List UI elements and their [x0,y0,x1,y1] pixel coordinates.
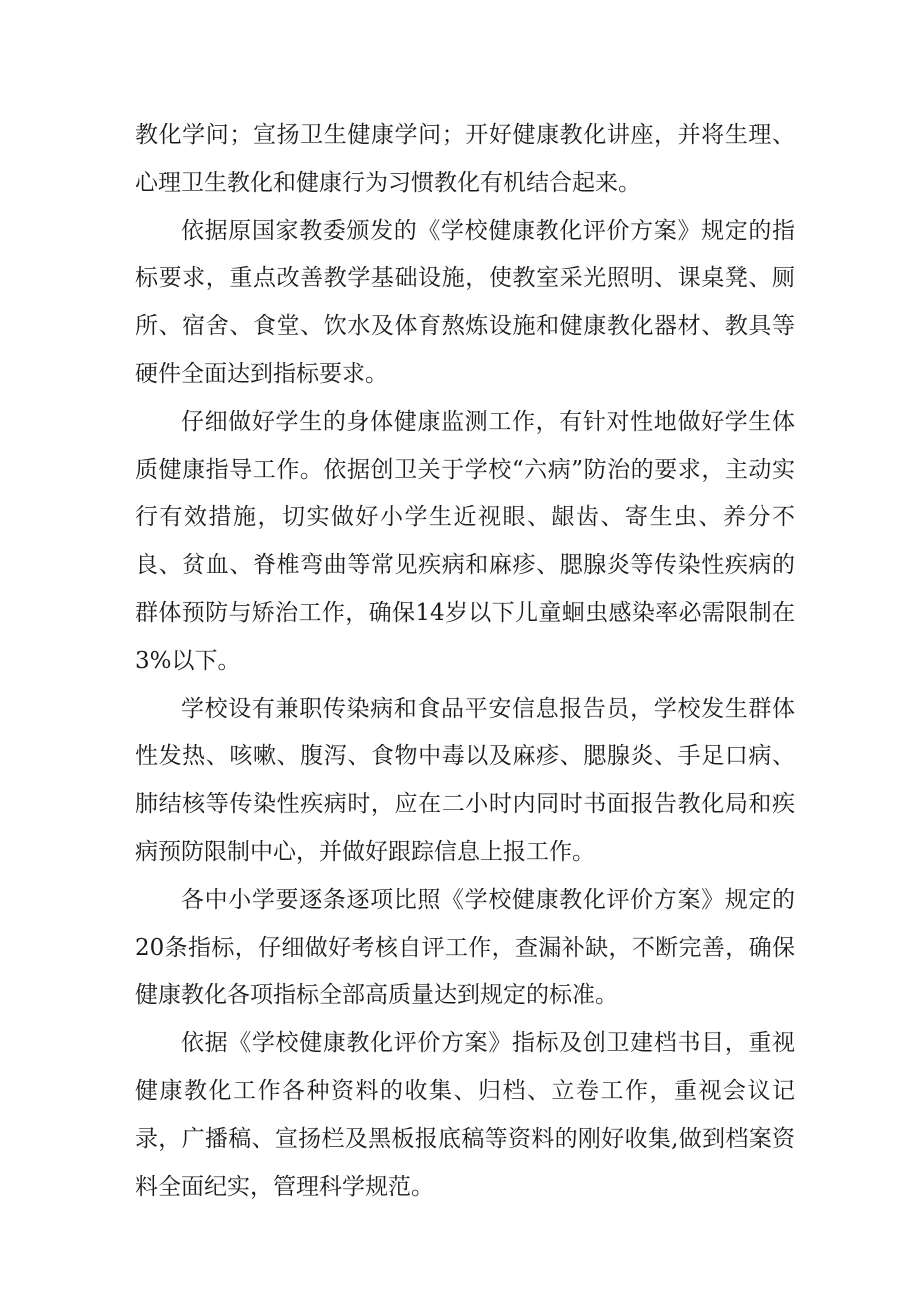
paragraph: 学校设有兼职传染病和食品平安信息报告员，学校发生群体性发热、咳嗽、腹泻、食物中毒以及麻疹、腮腺炎、手足口病、肺结核等传染性疾病时，应在二小时内同时书面报告教化局和疾病预防限制中心，并做好跟踪信息上报工作。 [135,695,795,865]
paragraph: 教化学问；宣扬卫生健康学问；开好健康教化讲座，并将生理、心理卫生教化和健康行为习惯教化有机结合起来。 [135,122,795,196]
paragraph: 依据《学校健康教化评价方案》指标及创卫建档书目，重视健康教化工作各种资料的收集、归档、立卷工作，重视会议记录，广播稿、宣扬栏及黑板报底稿等资料的刚好收集,做到档案资料全面纪实，管理科学规范。 [135,1030,795,1200]
paragraph: 仔细做好学生的身体健康监测工作，有针对性地做好学生体质健康指导工作。依据创卫关于学校“六病”防治的要求，主动实行有效措施，切实做好小学生近视眼、龈齿、寄生虫、养分不良、贫血、脊椎弯曲等常见疾病和麻疹、腮腺炎等传染性疾病的群体预防与矫治工作，确保14岁以下儿童蛔虫感染率必需限制在3%以下。 [135,408,795,674]
paragraph: 各中小学要逐条逐项比照《学校健康教化评价方案》规定的20条指标，仔细做好考核自评工作，查漏补缺，不断完善，确保健康教化各项指标全部高质量达到规定的标准。 [135,886,795,1009]
paragraph: 依据原国家教委颁发的《学校健康教化评价方案》规定的指标要求，重点改善教学基础设施，使教室采光照明、课桌凳、厕所、宿舍、食堂、饮水及体育熬炼设施和健康教化器材、教具等硬件全面达到指标要求。 [135,217,795,387]
document-body [135,112,795,1211]
